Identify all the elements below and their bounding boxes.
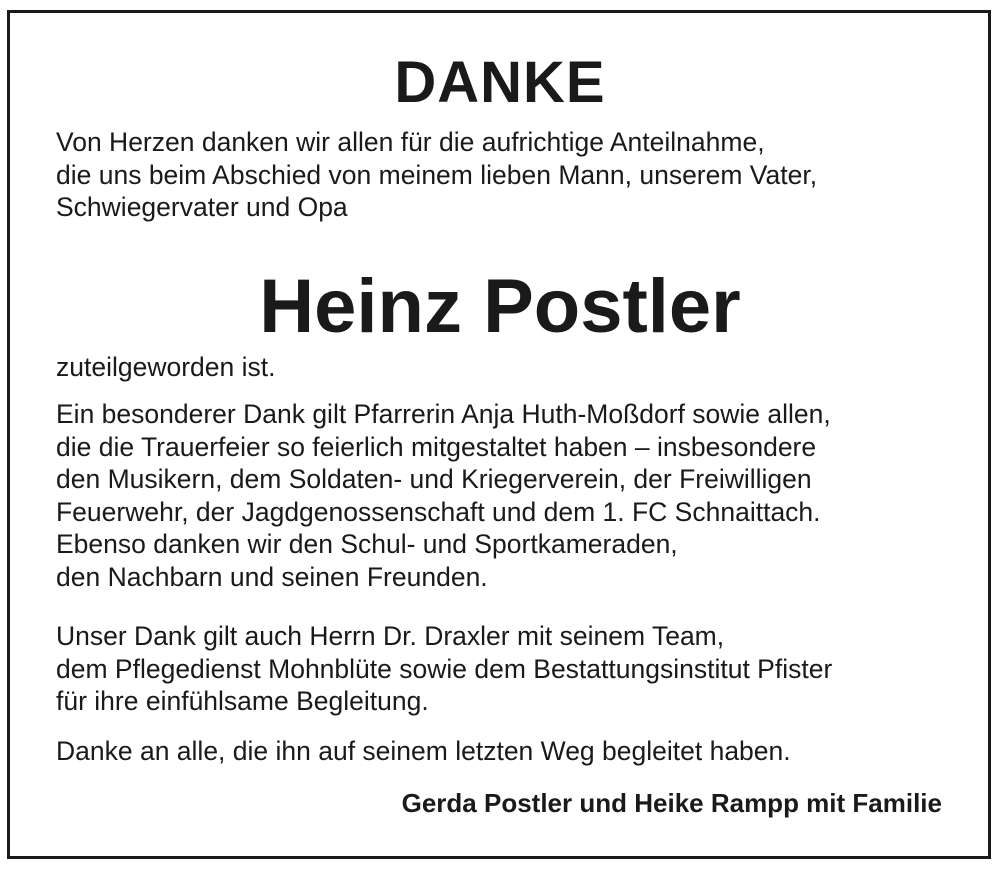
thanks-line: Ebenso danken wir den Schul- und Sportkameraden,: [56, 529, 678, 559]
closing-line: Danke an alle, die ihn auf seinem letzten Weg begleitet haben.: [56, 736, 791, 766]
intro-line: die uns beim Abschied von meinem lieben Mann, unserem Vater,: [56, 159, 818, 190]
thanks-line: Feuerwehr, der Jagdgenossenschaft und dem 1. FC Schnaittach.: [56, 496, 821, 527]
thanks-line: Ein besonderer Dank gilt Pfarrerin Anja Huth-Moßdorf sowie allen,: [56, 399, 831, 429]
thanks-paragraph: [56, 398, 956, 593]
after-name-paragraph: [56, 351, 956, 384]
thanks-line: den Nachbarn und seinen Freunden.: [56, 561, 488, 592]
care-line: für ihre einfühlsame Begleitung.: [56, 686, 429, 716]
care-line: dem Pflegedienst Mohnblüte sowie dem Bestattungsinstitut Pfister: [56, 653, 833, 684]
signature: Gerda Postler und Heike Rampp mit Familie: [401, 788, 942, 818]
closing-paragraph: [56, 735, 956, 768]
thanks-line: den Musikern, dem Soldaten- und Kriegerverein, der Freiwilligen: [56, 464, 812, 494]
deceased-name: Heinz Postler: [259, 264, 741, 349]
intro-line: Von Herzen danken wir allen für die aufrichtige Anteilnahme,: [56, 127, 765, 157]
care-paragraph: [56, 620, 956, 718]
intro-paragraph: [56, 126, 956, 224]
after-name-line: zuteilgeworden ist.: [56, 352, 276, 382]
notice-heading: DANKE: [394, 50, 606, 115]
care-line: Unser Dank gilt auch Herrn Dr. Draxler mit seinem Team,: [56, 621, 725, 651]
intro-line: Schwiegervater und Opa: [56, 192, 348, 222]
thanks-line: die die Trauerfeier so feierlich mitgestaltet haben – insbesondere: [56, 431, 817, 462]
